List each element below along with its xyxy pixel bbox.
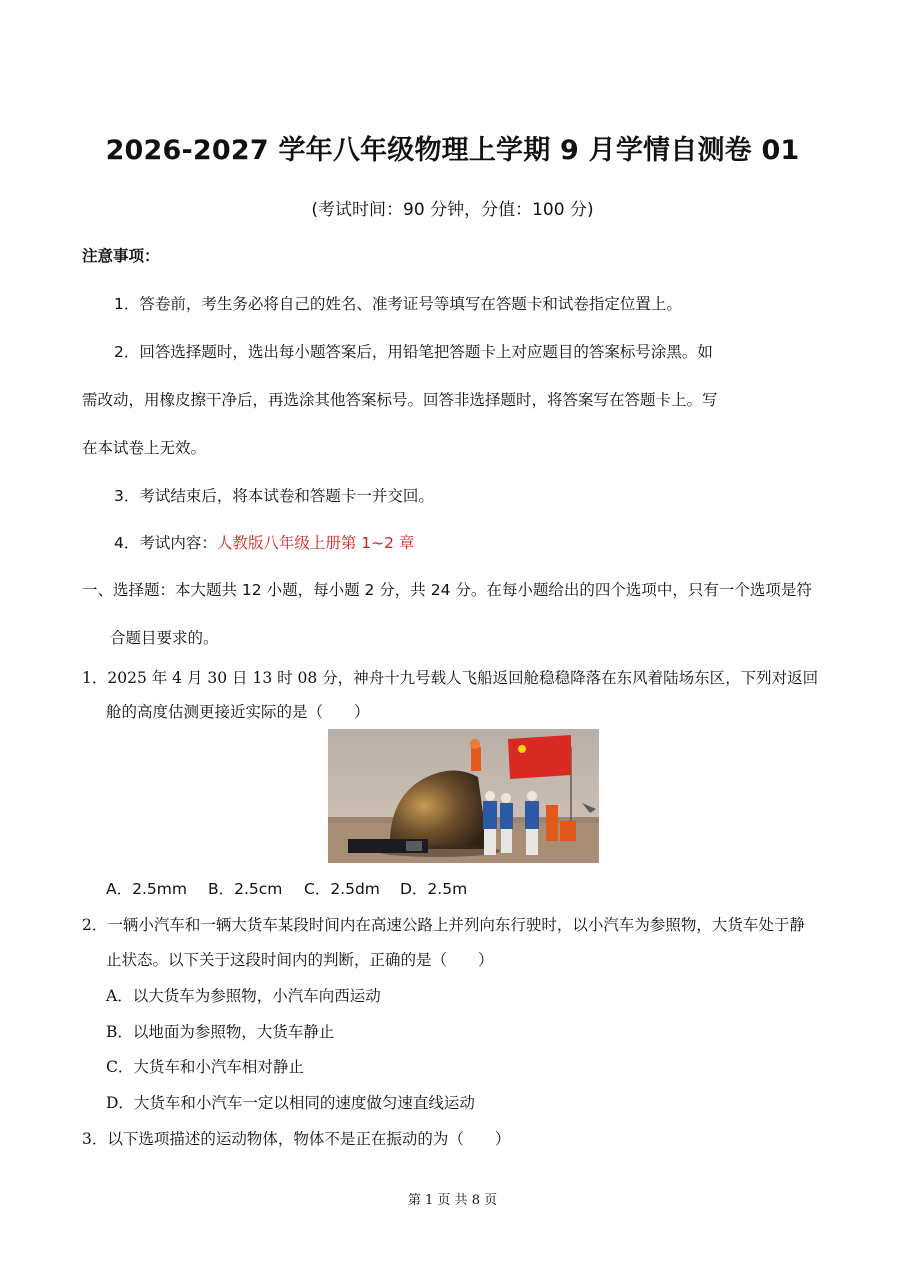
note-item-2-line-2: 需改动，用橡皮擦干净后，再选涂其他答案标号。回答非选择题时，将答案写在答题卡上。写 — [82, 391, 718, 409]
q1-option-d[interactable]: D．2.5m — [400, 880, 468, 898]
return-capsule-photo — [328, 729, 599, 863]
note-item-3: 3．考试结束后，将本试卷和答题卡一并交回。 — [114, 487, 434, 505]
q1-option-b[interactable]: B．2.5cm — [208, 880, 283, 898]
q1-option-a[interactable]: A．2.5mm — [106, 880, 187, 898]
question-3-line-1: 3．以下选项描述的运动物体，物体不是正在振动的为（ ） — [82, 1130, 511, 1148]
question-1-line-2: 舱的高度估测更接近实际的是（ ） — [106, 703, 370, 721]
exam-scope-highlight: 人教版八年级上册第 1~2 章 — [216, 534, 415, 552]
note-item-4 — [114, 531, 414, 553]
note-item-1: 1．答卷前，考生务必将自己的姓名、准考证号等填写在答题卡和试卷指定位置上。 — [114, 295, 682, 313]
q2-option-c[interactable]: C．大货车和小汽车相对静止 — [106, 1058, 304, 1076]
q2-option-d[interactable]: D．大货车和小汽车一定以相同的速度做匀速直线运动 — [106, 1094, 475, 1112]
note-item-2-line-1: 2．回答选择题时，选出每小题答案后，用铅笔把答题卡上对应题目的答案标号涂黑。如 — [114, 343, 713, 361]
q2-option-a[interactable]: A．以大货车为参照物，小汽车向西运动 — [106, 987, 381, 1005]
note-item-4-prefix: 4．考试内容： — [114, 534, 217, 552]
notes-heading: 注意事项： — [82, 247, 160, 265]
question-1-line-1: 1．2025 年 4 月 30 日 13 时 08 分，神舟十九号载人飞船返回舱稳稳降落在东风着陆场东区，下列对返回 — [82, 669, 819, 687]
question-2-line-2: 止状态。以下关于这段时间内的判断，正确的是（ ） — [106, 951, 494, 969]
section-1-line-1: 一、选择题：本大题共 12 小题，每小题 2 分，共 24 分。在每小题给出的四个选项中，只有一个选项是符 — [82, 581, 812, 599]
page-title: 2026-2027 学年八年级物理上学期 9 月学情自测卷 01 — [105, 135, 800, 166]
exam-info: (考试时间：90 分钟，分值：100 分) — [311, 200, 594, 220]
page-number: 第 1 页 共 8 页 — [407, 1193, 498, 1208]
note-item-2-line-3: 在本试卷上无效。 — [82, 439, 207, 457]
question-1-options — [106, 877, 467, 899]
question-2-line-1: 2．一辆小汽车和一辆大货车某段时间内在高速公路上并列向东行驶时，以小汽车为参照物，大货车处于静 — [82, 916, 805, 934]
q2-option-b[interactable]: B．以地面为参照物，大货车静止 — [106, 1023, 335, 1041]
section-1-line-2: 合题目要求的。 — [110, 629, 219, 647]
q1-option-c[interactable]: C．2.5dm — [304, 880, 380, 898]
